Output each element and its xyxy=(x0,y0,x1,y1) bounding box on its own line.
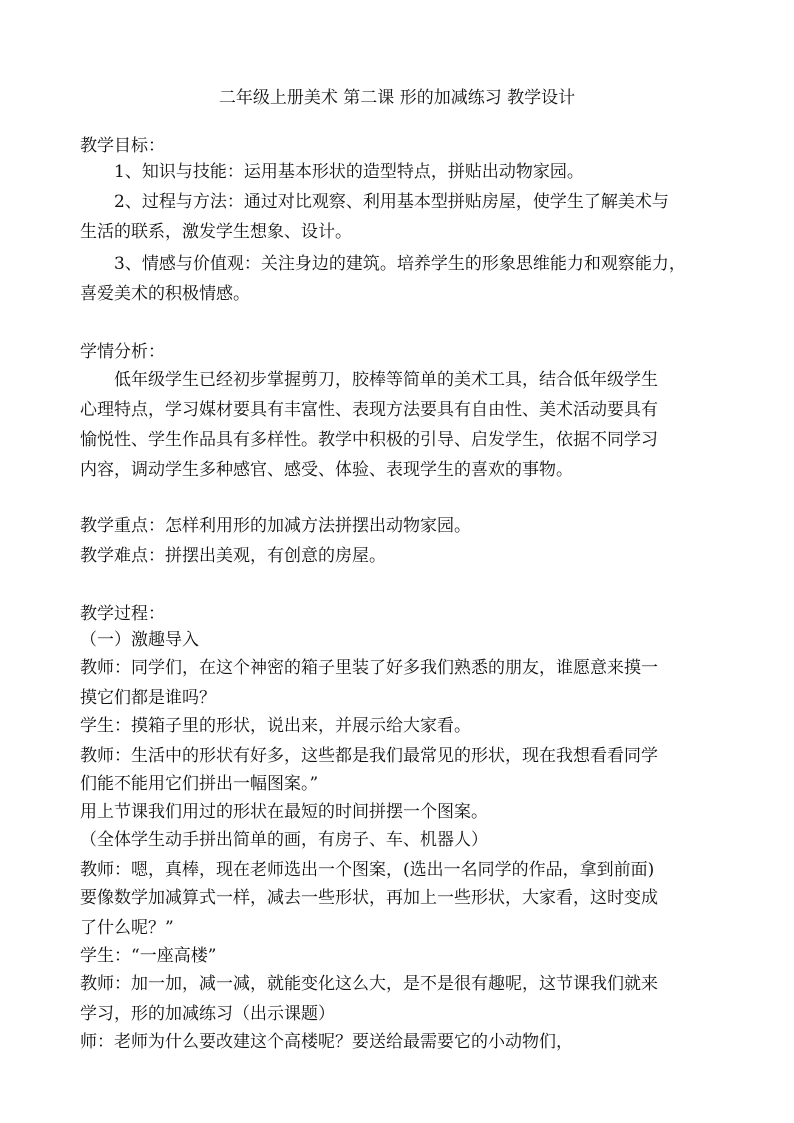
process-line-11: 学生：“一座高楼” xyxy=(80,946,217,966)
teaching-key-point: 教学重点：怎样利用形的加减方法拼摆出动物家园。 xyxy=(80,516,471,536)
process-line-8: 教师：嗯，真棒，现在老师选出一个图案，(选出一名同学的作品，拿到前面) xyxy=(80,860,655,880)
process-line-3: 学生：摸箱子里的形状，说出来，并展示给大家看。 xyxy=(80,716,471,736)
analysis-line-3: 愉悦性、学生作品具有多样性。教学中积极的引导、启发学生，依据不同学习 xyxy=(80,430,658,450)
process-line-9: 要像数学加减算式一样，减去一些形状，再加上一些形状，大家看，这时变成 xyxy=(80,888,658,908)
process-section-1: （一）激趣导入 xyxy=(80,630,199,650)
goal-item-1: 1、知识与技能：运用基本形状的造型特点，拼贴出动物家园。 xyxy=(114,162,584,182)
process-line-13: 学习，形的加减练习（出示课题） xyxy=(80,1004,335,1024)
process-line-6: 用上节课我们用过的形状在最短的时间拼摆一个图案。 xyxy=(80,802,488,822)
process-line-1: 教师：同学们，在这个神密的箱子里装了好多我们熟悉的朋友，谁愿意来摸一 xyxy=(80,658,658,678)
analysis-line-1: 低年级学生已经初步掌握剪刀，胶棒等简单的美术工具，结合低年级学生 xyxy=(114,370,658,390)
goal-item-2-line-2: 生活的联系，激发学生想象、设计。 xyxy=(80,222,352,242)
goal-item-3-line-2: 喜爱美术的积极情感。 xyxy=(80,284,250,304)
process-line-12: 教师：加一加，减一减，就能变化这么大，是不是很有趣呢，这节课我们就来 xyxy=(80,974,658,994)
goal-item-3-line-1: 3、情感与价值观：关注身边的建筑。培养学生的形象思维能力和观察能力， xyxy=(114,254,686,274)
process-line-14: 师：老师为什么要改建这个高楼呢？要送给最需要它的小动物们， xyxy=(80,1032,573,1052)
analysis-line-2: 心理特点，学习媒材要具有丰富性、表现方法要具有自由性、美术活动要具有 xyxy=(80,400,658,420)
process-line-5: 们能不能用它们拼出一幅图案。” xyxy=(80,774,319,794)
process-line-7: （全体学生动手拼出简单的画，有房子、车、机器人） xyxy=(80,830,488,850)
document-title: 二年级上册美术 第二课 形的加减练习 教学设计 xyxy=(218,88,576,108)
analysis-heading: 学情分析： xyxy=(80,342,165,362)
process-line-10: 了什么呢？” xyxy=(80,918,174,938)
process-line-4: 教师：生活中的形状有好多，这些都是我们最常见的形状，现在我想看看同学 xyxy=(80,746,658,766)
analysis-line-4: 内容，调动学生多种感官、感受、体验、表现学生的喜欢的事物。 xyxy=(80,460,573,480)
goal-item-2-line-1: 2、过程与方法：通过对比观察、利用基本型拼贴房屋，使学生了解美术与 xyxy=(114,192,669,212)
goals-heading: 教学目标： xyxy=(80,136,165,156)
teaching-difficulty: 教学难点：拼摆出美观，有创意的房屋。 xyxy=(80,546,386,566)
process-heading: 教学过程： xyxy=(80,604,165,624)
process-line-2: 摸它们都是谁吗？ xyxy=(80,688,216,708)
